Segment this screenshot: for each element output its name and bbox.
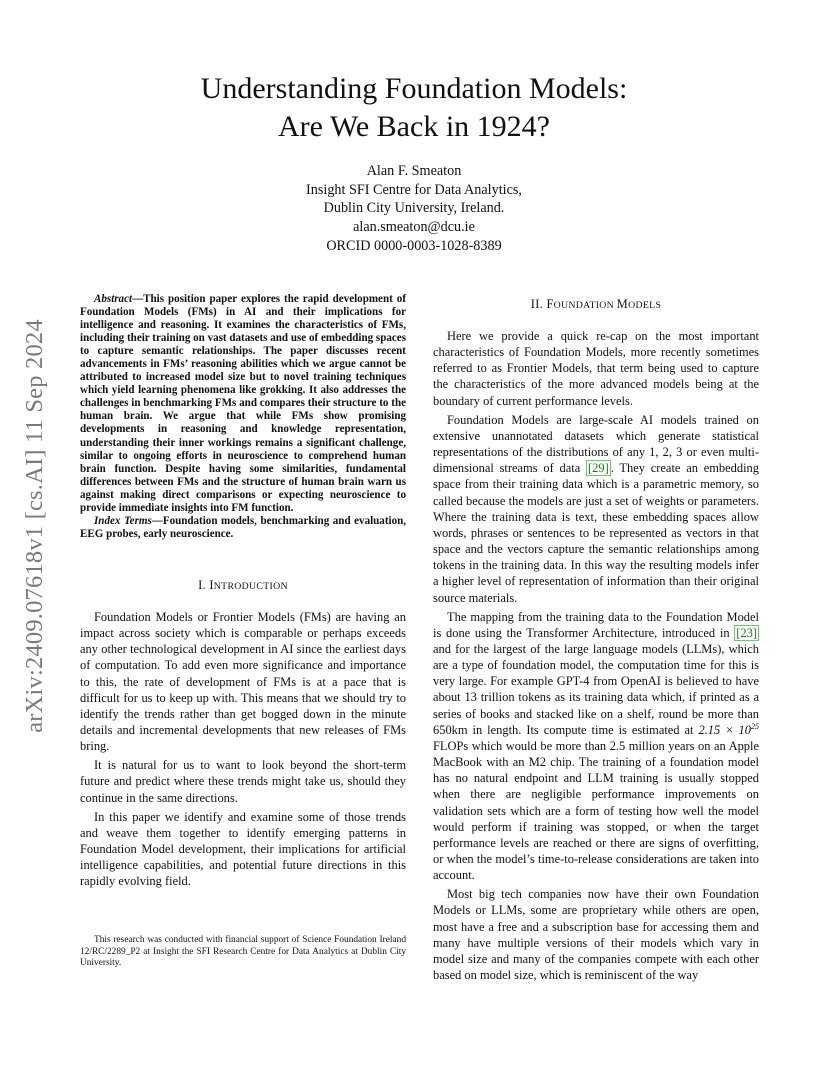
flops-value: $2.15 \times 10^{25}$ <box>698 721 759 737</box>
arxiv-stamp-text: arXiv:2409.07618v1 [cs.AI] 11 Sep 2024 <box>21 319 48 733</box>
section-heading-introduction: I. INTRODUCTION <box>198 577 288 592</box>
abstract-label: Abstract <box>94 293 133 305</box>
author-block <box>0 162 828 256</box>
fm-paragraph-4: Most big tech companies now have their own Foundation Models or LLMs, some are proprietary while others are open, most have a free and a subscription base for accessing them and many have multiple versions of their models which vary in model size and many of the companies compete with each other based on model size, which is reminiscent of the way <box>433 887 759 983</box>
abstract-text: —This position paper explores the rapid development of Foundation Models (FMs) in AI and their implications for intelligence and reasoning. It examines the characteristics of FMs, including their training on vast datasets and use of embedding spaces to capture semantic relationships. The paper discusses recent advancements in FMs’ reasoning abilities which we argue cannot be attributed to increased model size but to novel training techniques which yield learning phenomena like grokking. It also addresses the challenges in benchmarking FMs and compares their structure to the human brain. We argue that while FMs show promising developments in reasoning and knowledge representation, understanding their inner workings remains a significant challenge, similar to ongoing efforts in neuroscience to comprehend human brain function. Despite having some similarities, fundamental differences between FMs and the structure of human brain warn us against making direct comparisons or expecting neuroscience to provide immediate insights into FM function. <box>80 293 406 514</box>
section-heading-foundation-models: II. FOUNDATION MODELS <box>530 297 662 311</box>
right-column <box>433 294 759 986</box>
intro-paragraph: Foundation Models or Frontier Models (FMs) are having an impact across society which is comparable or perhaps exceeds any other technological development in AI since the earliest days of computation. To add even more significance and importance to this, the rate of development of FMs is at a pace that is difficult for us to keep up with. This means that we should try to identify the trends rather than get bogged down in the minute details and incremental developments that new releases of FMs bring. <box>80 609 406 754</box>
arxiv-stamp <box>22 296 48 756</box>
fm-paragraph-1: Here we provide a quick re-cap on the most important characteristics of Foundation Models, more recently sometimes referred to as Frontier Models, that term being used to capture the characteristics of the more advanced models being at the boundary of current performance levels. <box>433 329 759 408</box>
index-terms-text: —Foundation models, benchmarking and evaluation, EEG probes, early neuroscience. <box>80 514 407 540</box>
fm-paragraph-3: The mapping from the training data to the Foundation Model is done using the Transformer Architecture, introduced in [23] and for the largest of the large language models (LLMs), which are a type of foundation model, the computation time for this is very large. For example GPT-4 from OpenAI is believed to have about 13 trillion tokens as its training data which, if printed as a series of books and stacked like on a shelf, round be more than 650km in length. Its compute time is estimated at $2.15 \times 10^{25}$ FLOPs which would be more than 2.5 million years on an Apple MacBook with an M2 chip. The training of a foundation model has no natural endpoint and LLM training is usually stopped when there are negligible performance improvements on validation sets which are a form of testing how well the model would perform if training was stopped, or when the target performance levels are reached or there are signs of overfitting, or when the model’s time-to-release considerations are taken into account. <box>433 609 759 883</box>
citation-link[interactable]: [29] <box>588 461 609 476</box>
footnote-text: This research was conducted with financial support of Science Foundation Ireland 12/RC/2289_P2 at Insight the SFI Research Centre for Data Analytics at Dublin City University. <box>80 935 406 969</box>
left-column <box>80 293 406 893</box>
paper-title <box>0 70 828 146</box>
title-line-2: Are We Back in 1924? <box>278 110 550 143</box>
intro-paragraph: In this paper we identify and examine some of those trends and weave them together to identify emerging patterns in Foundation Model development, their implications for artificial intelligence capabilities, and potential future directions in this rapidly evolving field. <box>80 809 406 889</box>
intro-paragraph: It is natural for us to want to look beyond the short-term future and predict where these trends might take us, should they continue in the same directions. <box>80 758 406 805</box>
author-affiliation-1: Insight SFI Centre for Data Analytics, <box>306 181 522 198</box>
fm-paragraph-2: Foundation Models are large-scale AI models trained on extensive unannotated datasets which generate statistical representations of the distributions of any 1, 2, 3 or even multi-dimensional streams of data [29] . They create an embedding space from their training data which is a parametric memory, so called because the models are just a set of weights or parameters. Where the training data is text, these embedding spaces allow words, phrases or sentences to be represented as vectors in that space and the vectors capture the semantic relationships among tokens in the training data. In this way the resulting models infer a higher level of representation of information than their original source materials. <box>433 412 759 605</box>
introduction-body <box>80 609 406 890</box>
title-line-1: Understanding Foundation Models: <box>200 72 628 105</box>
author-orcid: ORCID 0000-0003-1028-8389 <box>326 237 502 254</box>
foundation-models-body <box>433 328 759 983</box>
author-email[interactable]: alan.smeaton@dcu.ie <box>353 219 475 236</box>
citation-link[interactable]: [23] <box>736 625 757 640</box>
index-terms-label: Index Terms <box>94 514 152 527</box>
abstract <box>80 293 406 541</box>
footnote <box>80 935 406 970</box>
author-name: Alan F. Smeaton <box>366 163 462 179</box>
author-affiliation-2: Dublin City University, Ireland. <box>323 200 505 217</box>
